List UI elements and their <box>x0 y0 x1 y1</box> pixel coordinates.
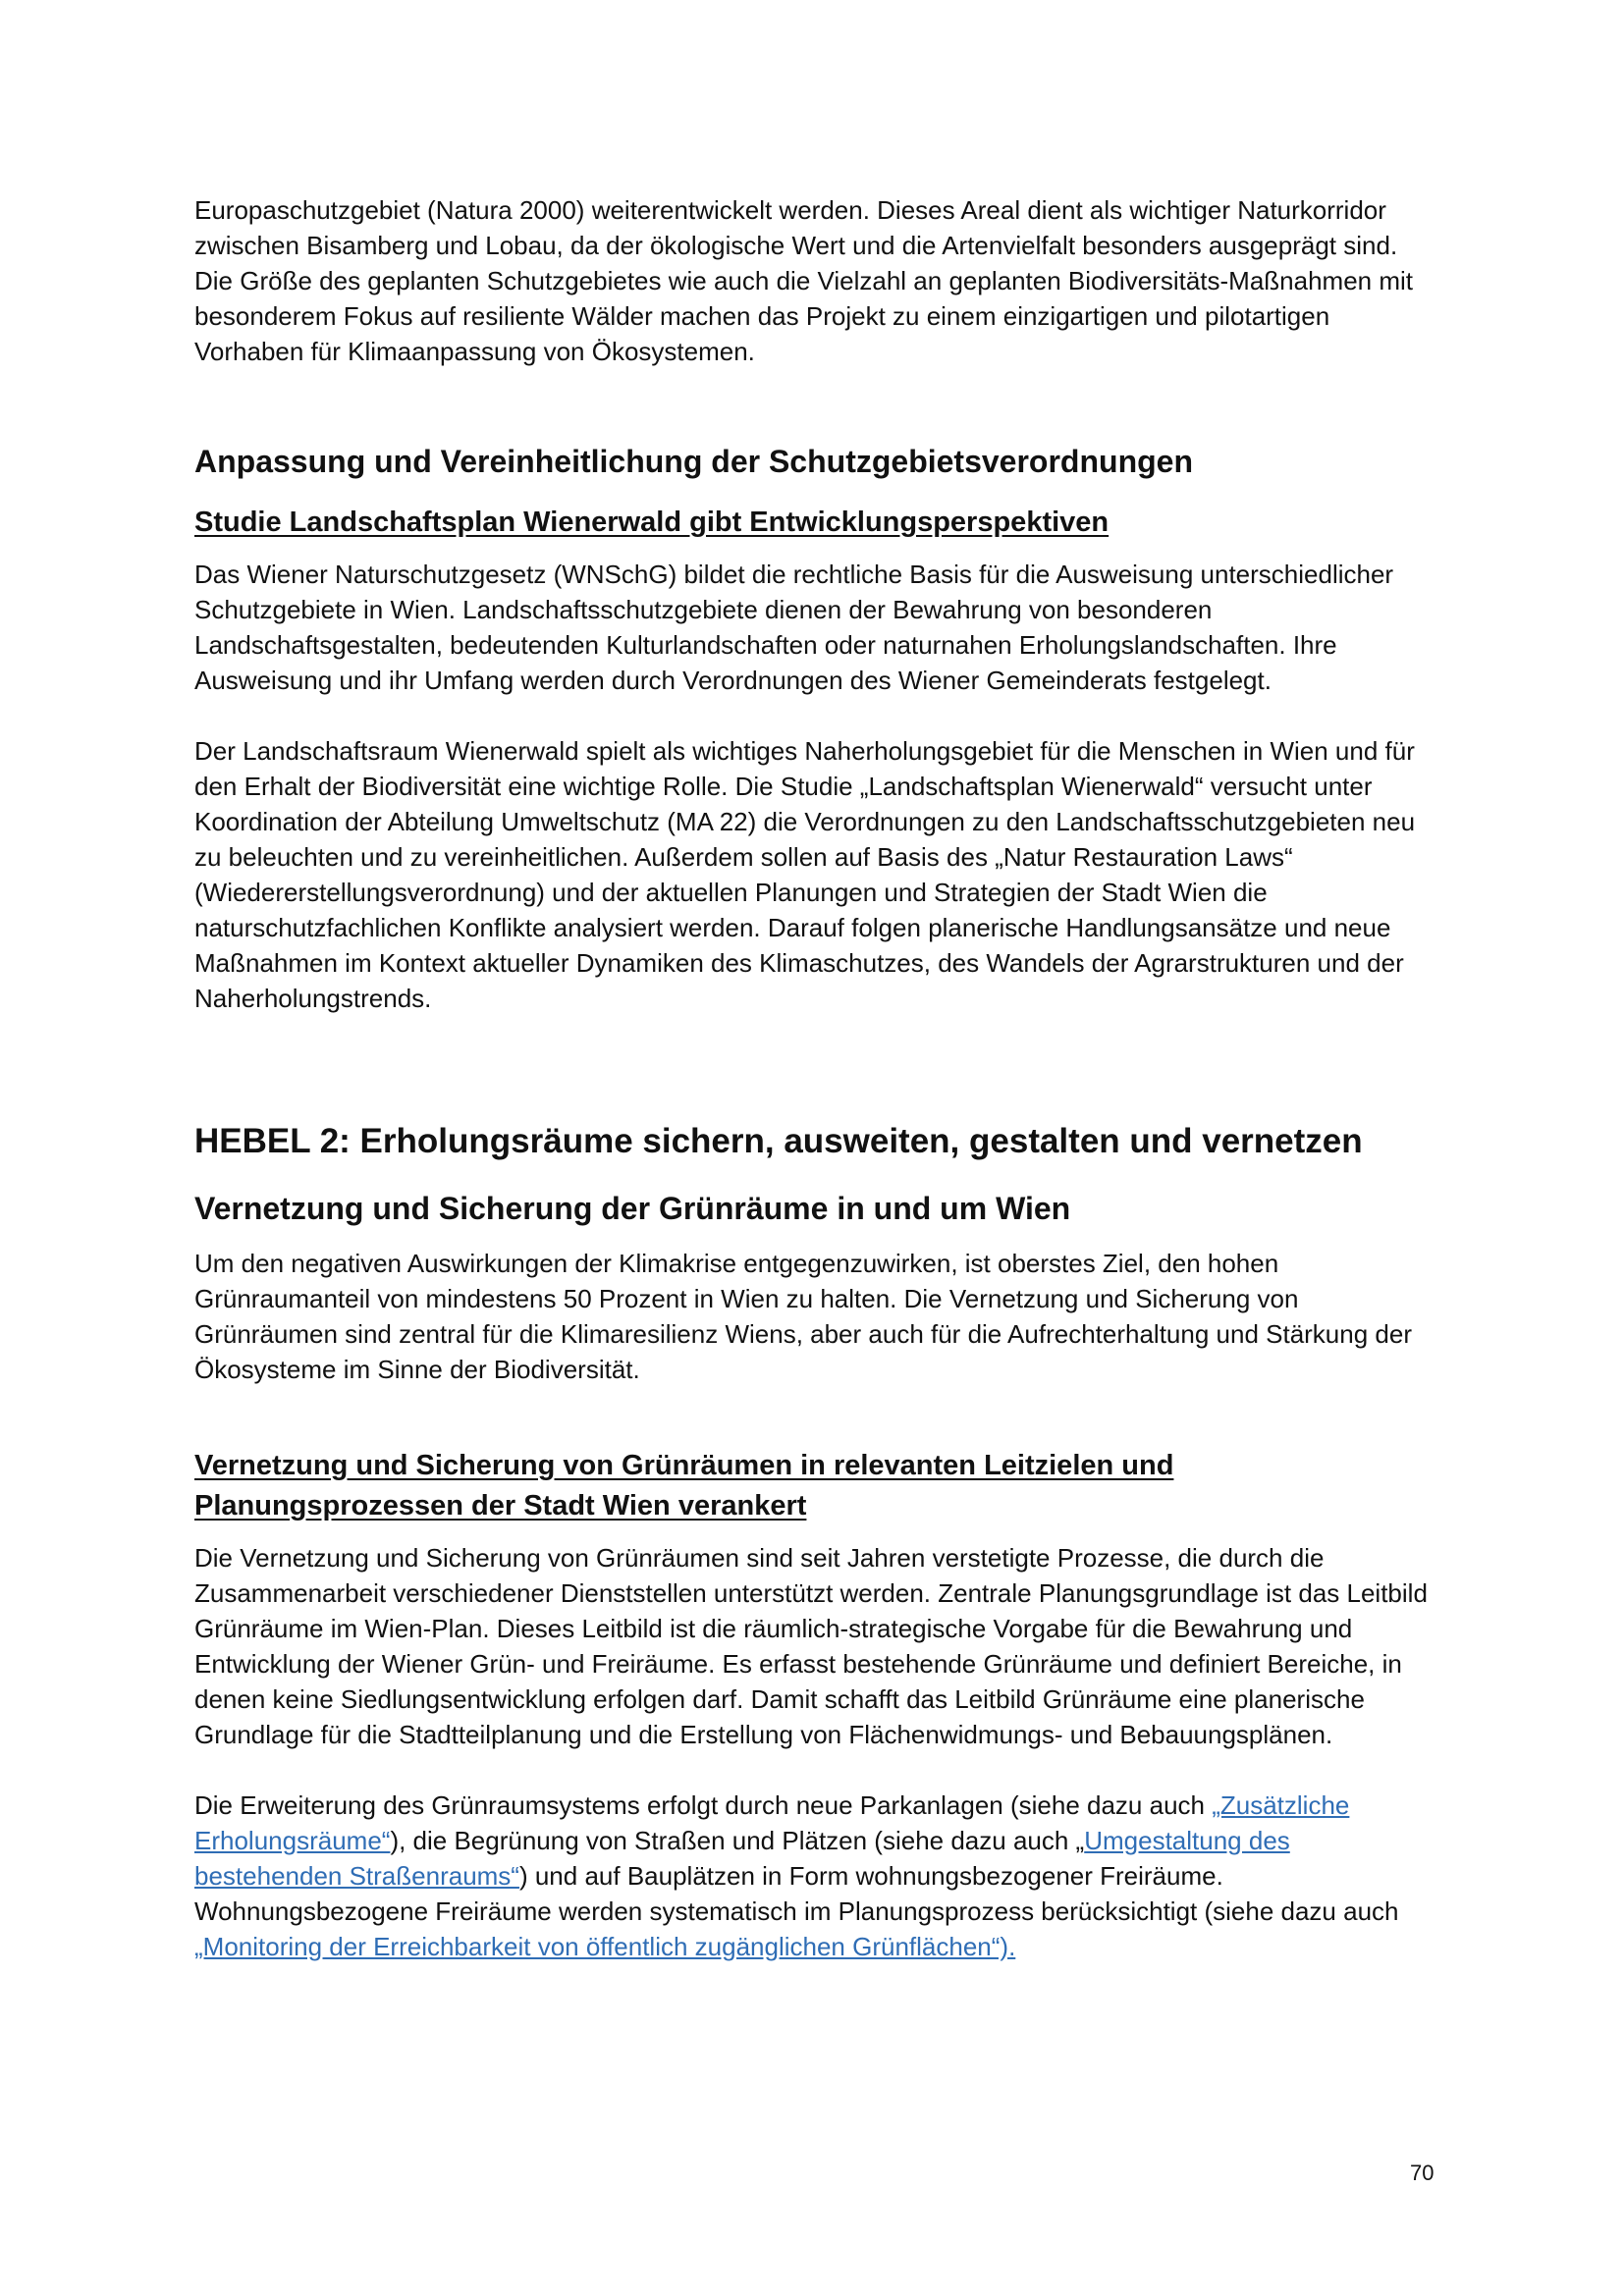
section-heading-hebel-2: HEBEL 2: Erholungsräume sichern, ausweiten, gestalten und vernetzen <box>194 1122 1363 1160</box>
subheading-leitziele-line1: Vernetzung und Sicherung von Grünräumen in relevanten Leitzielen und <box>194 1450 1174 1481</box>
subheading-landschaftsplan: Studie Landschaftsplan Wienerwald gibt Entwicklungsperspektiven <box>194 507 1110 538</box>
paragraph-naturschutzgesetz: Das Wiener Naturschutzgesetz (WNSchG) bildet die rechtliche Basis für die Ausweisung unterschiedlicher Schutzgebiete in Wien. Landschaftsschutzgebiete dienen der Bewahrung von besonderen Landschaftsgestalten, bedeutenden Kulturlandschaften oder naturnahen Erholungslandschaften. Ihre Ausweisung und ihr Umfang werden durch Verordnungen des Wiener Gemeinderats festgelegt. <box>194 560 1394 695</box>
paragraph-leitbild-gruenraeume: Die Vernetzung und Sicherung von Grünräumen sind seit Jahren verstetigte Prozesse, die durch die Zusammenarbeit verschiedener Dienststellen unterstützt werden. Zentrale Planungsgrundlage ist das Leitbild Grünräume im Wien-Plan. Dieses Leitbild ist die räumlich-strategische Vorgabe für die Bewahrung und Entwicklung der Wiener Grün- und Freiräume. Es erfasst bestehende Grünräume und definiert Bereiche, in denen keine Siedlungsentwicklung erfolgen darf. Damit schafft das Leitbild Grünräume eine planerische Grundlage für die Stadtteilplanung und die Erstellung von Flächenwidmungs- und Bebauungsplänen. <box>194 1543 1428 1749</box>
link-umgestaltung-strassenraum[interactable]: Umgestaltung des bestehenden Straßenraums“ <box>194 1826 1290 1891</box>
paragraph-landschaftsraum: Der Landschaftsraum Wienerwald spielt als wichtiges Naherholungsgebiet für die Menschen in Wien und für den Erhalt der Biodiversität eine wichtige Rolle. Die Studie „Landschaftsplan Wienerwald“ versucht unter Koordination der Abteilung Umweltschutz (MA 22) die Verordnungen zu den Landschaftsschutzgebieten neu zu beleuchten und zu vereinheitlichen. Außerdem sollen auf Basis des „Natur Restauration Laws“ (Wiedererstellungsverordnung) und der aktuellen Planungen und Strategien der Stadt Wien die naturschutzfachlichen Konflikte analysiert werden. Darauf folgen planerische Handlungsansätze und neue Maßnahmen im Kontext aktueller Dynamiken des Klimaschutzes, des Wandels der Agrarstrukturen und der Naherholungstrends. <box>194 736 1416 1013</box>
intro-paragraph: Europaschutzgebiet (Natura 2000) weiterentwickelt werden. Dieses Areal dient als wichtiger Naturkorridor zwischen Bisamberg und Lobau, da der ökologische Wert und die Artenvielfalt besonders ausgeprägt sind. Die Größe des geplanten Schutzgebietes wie auch die Vielzahl an geplanten Biodiversitäts-Maßnahmen mit besonderem Fokus auf resiliente Wälder machen das Projekt zu einem einzigartigen und pilotartigen Vorhaben für Klimaanpassung von Ökosystemen. <box>194 195 1414 366</box>
paragraph-text-1: Die Erweiterung des Grünraumsystems erfolgt durch neue Parkanlagen (siehe dazu auch <box>194 1790 1213 1820</box>
link-zusaetzliche-erholungsraeume[interactable]: „Zusätzliche Erholungsräume“ <box>194 1790 1350 1855</box>
section-heading-schutzgebietsverordnungen: Anpassung und Vereinheitlichung der Schutzgebietsverordnungen <box>194 444 1193 479</box>
subheading-leitziele-line2: Planungsprozessen der Stadt Wien verankert <box>194 1490 807 1522</box>
paragraph-klimakrise: Um den negativen Auswirkungen der Klimakrise entgegenzuwirken, ist oberstes Ziel, den hohen Grünraumanteil von mindestens 50 Prozent in Wien zu halten. Die Vernetzung und Sicherung von Grünräumen sind zentral für die Klimaresilienz Wiens, aber auch für die Aufrechterhaltung und Stärkung der Ökosysteme im Sinne der Biodiversität. <box>194 1249 1412 1384</box>
paragraph-text-2: ), die Begrünung von Straßen und Plätzen (siehe dazu auch „ <box>390 1826 1085 1855</box>
paragraph-text-3: ) und auf Bauplätzen in Form wohnungsbezogener Freiräume. Wohnungsbezogene Freiräume werden systematisch im Planungsprozess berücksichtigt (siehe dazu auch <box>194 1861 1399 1926</box>
subheading-leitziele <box>194 1446 1434 1526</box>
page-number: 70 <box>1410 2161 1435 2185</box>
subheading-vernetzung-gruenraeume: Vernetzung und Sicherung der Grünräume in und um Wien <box>194 1191 1071 1226</box>
paragraph-erweiterung-gruenraumsystem <box>194 1788 1434 1964</box>
link-monitoring-gruenflaechen[interactable]: „Monitoring der Erreichbarkeit von öffentlich zugänglichen Grünflächen“). <box>194 1932 1016 1961</box>
document-page <box>194 192 1434 1964</box>
